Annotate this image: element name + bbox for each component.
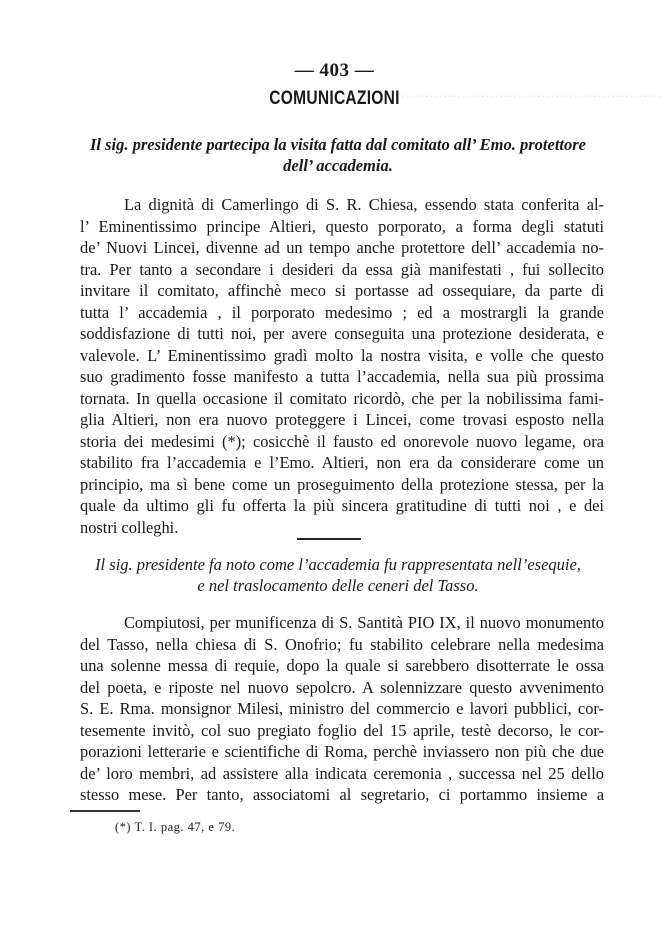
section-divider xyxy=(297,538,361,540)
text-line: del Tasso, nella chiesa di S. Onofrio; fu stabilito celebrare nella medesima xyxy=(80,634,604,654)
text-line: l’ Eminentissimo principe Altieri, questo porporato, a forma degli statuti xyxy=(80,216,604,236)
subhead-line: dell’ accademia. xyxy=(283,156,393,175)
subhead-tasso xyxy=(70,554,606,596)
text-line: de’ loro membri, ad assistere alla indicata ceremonia , successa nel 25 dello xyxy=(80,763,604,783)
paragraph-camerlingo xyxy=(80,194,604,538)
text-line: tesemente invitò, col suo pregiato foglio del 15 aprile, testè decorso, le cor- xyxy=(80,720,604,740)
text-line: porazioni letterarie e scientifiche di Roma, perchè inviassero non più che due xyxy=(80,742,604,761)
text-line: stabilito fra l’accademia e l’Emo. Altieri, non era da considerare come un xyxy=(80,453,604,472)
footnote-rule xyxy=(70,810,140,812)
text-line: suo gradimento fosse manifesto a tutta l’accademia, nella sua più prossima xyxy=(80,367,604,386)
text-line: tra. Per tanto a secondare i desideri da essa già manifestati , fui sollecito xyxy=(80,259,604,279)
text-line: valevole. L’ Eminentissimo gradì molto la nostra visita, e volle che questo xyxy=(80,345,604,365)
footnote: (*) T. I. pag. 47, e 79. xyxy=(115,820,236,834)
text-line: nostri colleghi. xyxy=(80,517,179,537)
subhead-line: Il sig. presidente fa noto come l’accademia fu rappresentata nell’esequie, xyxy=(95,555,581,574)
bleed-through-text: ························································· xyxy=(396,90,662,105)
text-line: de’ Nuovi Lincei, divenne ad un tempo anche protettore dell’ accademia no- xyxy=(80,238,604,257)
text-line: tornata. In quella occasione il comitato ricordò, che per la nobilissima fami- xyxy=(80,388,604,408)
text-line: stesso mese. Per tanto, associatomi al segretario, ci portammo insieme a xyxy=(80,785,604,804)
subhead-visit xyxy=(70,134,606,176)
subhead-line: e nel traslocamento delle ceneri del Tasso. xyxy=(197,576,479,595)
text-line: principio, ma sì bene come un proseguimento della protezione stessa, per la xyxy=(80,474,604,494)
text-line: soddisfazione di tutti noi, per avere conseguita una protezione desiderata, e xyxy=(80,324,604,343)
text-line: del poeta, e riposte nel nuovo sepolcro. A solennizzare questo avvenimento xyxy=(80,677,604,697)
text-line: storia dei medesimi (*); cosicchè il fausto ed onorevole nuovo legame, ora xyxy=(80,431,604,451)
text-line: invitare il comitato, affinchè meco si portasse ad ossequiare, da parte di xyxy=(80,281,604,300)
text-line: Compiutosi, per munificenza di S. Santità PIO IX, il nuovo monumento xyxy=(124,613,604,632)
text-line: glia Altieri, non era nuovo proteggere i Lincei, come trovasi esposto nella xyxy=(80,410,604,429)
paragraph-tasso xyxy=(80,612,604,806)
text-line: quale da ultimo gli fu offerta la più sincera gratitudine di tutti noi , e dei xyxy=(80,496,604,515)
text-line: tutta l’ accademia , il porporato medesimo ; ed a mostrargli la grande xyxy=(80,302,604,322)
subhead-line: Il sig. presidente partecipa la visita fatta dal comitato all’ Emo. protettore xyxy=(89,135,587,154)
text-line: La dignità di Camerlingo di S. R. Chiesa, essendo stata conferita al- xyxy=(124,195,604,214)
section-title: COMUNICAZIONI xyxy=(269,88,400,109)
text-line: S. E. Rma. monsignor Milesi, ministro del commercio e lavori pubblici, cor- xyxy=(80,699,604,718)
page-number: — 403 — xyxy=(294,60,375,81)
text-line: una solenne messa di requie, dopo la quale si sarebbero disotterrate le ossa xyxy=(80,656,604,675)
